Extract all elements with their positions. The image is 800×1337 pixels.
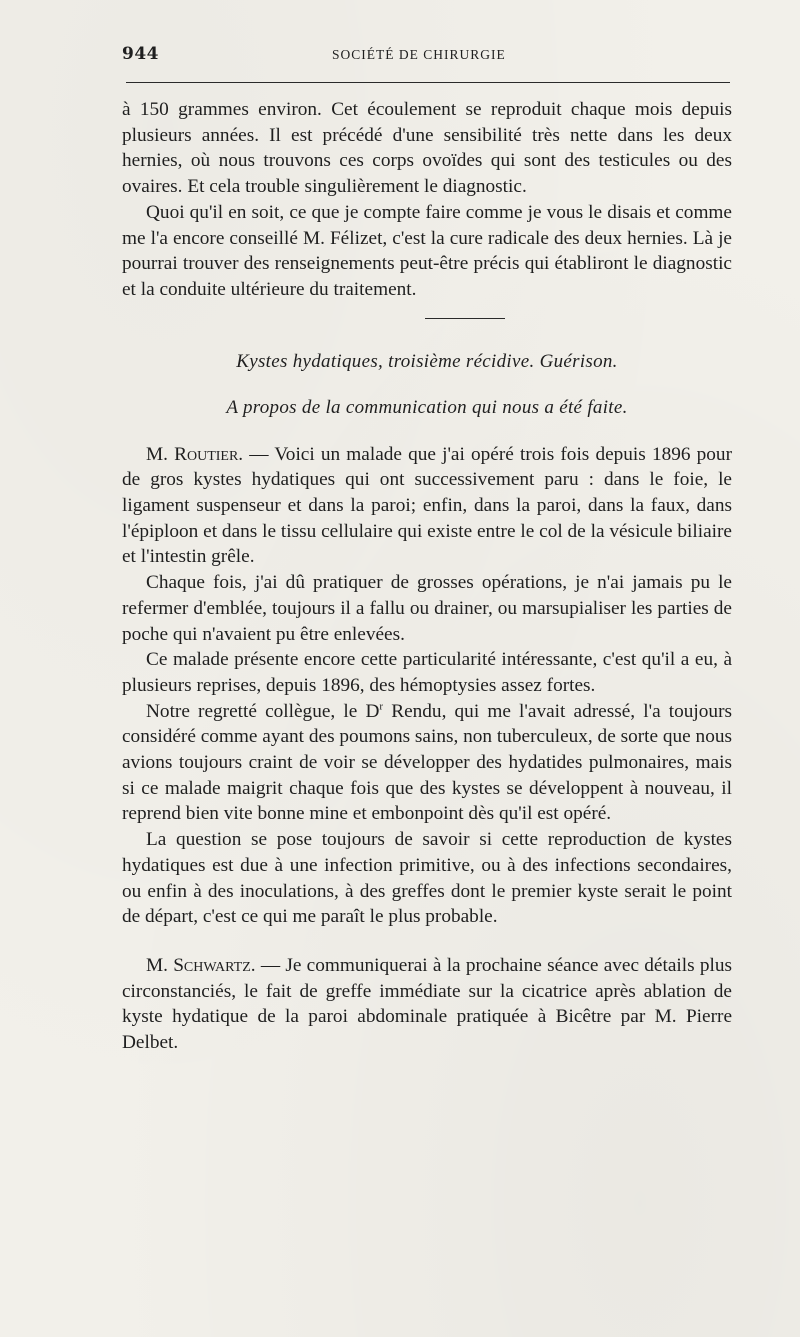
paragraph-continuation: à 150 grammes environ. Cet écoulement se reproduit chaque mois depuis plusieurs années. Il est précédé d'une sensibilité très nette dans les deux hernies, où nous trouvons ces corps ovoïdes qui sont des testicules ou des ovaires. Et cela trouble singulièrement le diagnostic.	[122, 99, 732, 198]
section-separator	[425, 318, 505, 319]
paragraph	[122, 699, 732, 828]
speech-schwartz	[122, 953, 732, 1056]
paragraph: Chaque fois, j'ai dû pratiquer de grosses opérations, je n'ai jamais pu le refermer d'emblée, toujours il a fallu ou drainer, ou marsupialiser les parties de poche qui n'avaient pu être enlevées.	[122, 572, 732, 645]
speech-text: — Je communiquerai à la prochaine séance avec détails plus circonstanciés, le fait de greffe immédiate sur la cicatrice après ablation de kyste hydatique de la paroi abdominale pratiquée à Bicêtre par M. Pierre Delbet.	[122, 954, 732, 1054]
page-header	[122, 44, 730, 66]
text-segment: Notre regretté collègue, le D	[146, 700, 380, 722]
paragraph: Ce malade présente encore cette particularité intéressante, c'est qu'il a eu, à plusieurs reprises, depuis 1896, des hémoptysies assez fortes.	[122, 649, 732, 696]
paragraph: Quoi qu'il en soit, ce que je compte faire comme je vous le disais et comme me l'a encore conseillé M. Félizet, c'est la cure radicale des deux hernies. Là je pourrai trouver des renseignements peut-être précis qui établiront le diagnostic et la conduite ultérieure du traitement.	[122, 201, 732, 300]
superscript: r	[379, 700, 384, 713]
section-subtitle: A propos de la communication qui nous a été faite.	[226, 396, 628, 418]
text-segment: Rendu, qui me l'avait adressé, l'a toujours considéré comme ayant des poumons sains, non tuberculeux, de sorte que nous avions toujours craint de voir se développer des hydatides pulmonaires, mais si ce malade maigrit chaque fois que des kystes se développent à nouveau, il reprend bien vite bonne mine et embonpoint dès qu'il est opéré.	[122, 700, 732, 825]
page-number: 944	[122, 44, 159, 64]
speaker-name: M. Routier.	[146, 443, 244, 465]
paragraph: La question se pose toujours de savoir si cette reproduction de kystes hydatiques est due à une infection primitive, ou à des infections secondaires, ou enfin à des inoculations, à des greffes dont le premier kyste serait le point de départ, c'est ce qui me paraît le plus probable.	[122, 829, 732, 928]
speaker-name: M. Schwartz.	[146, 954, 256, 976]
speech-text: — Voici un malade que j'ai opéré trois fois depuis 1896 pour de gros kystes hydatiques qui ont successivement paru : dans le foie, le ligament suspenseur et dans la paroi; enfin, dans la paroi, dans la faux, dans l'épiploon et dans le tissu cellulaire qui existe entre le col de la vésicule biliaire et l'intestin grêle.	[122, 443, 732, 568]
section-title: Kystes hydatiques, troisième récidive. Guérison.	[236, 350, 618, 372]
header-rule	[126, 82, 730, 83]
running-head: SOCIÉTÉ DE CHIRURGIE	[332, 47, 506, 62]
speech-routier	[122, 442, 732, 571]
body-text	[122, 97, 732, 1056]
